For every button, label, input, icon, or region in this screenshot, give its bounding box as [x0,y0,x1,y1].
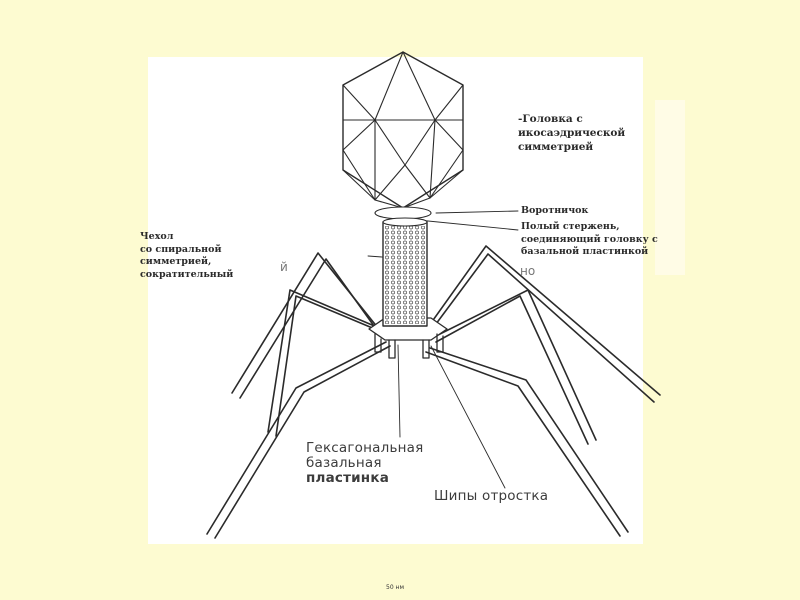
label-spikes: Шипы отростка [434,488,549,504]
label-fragment-right: но [520,264,536,278]
scale-caption: 50 нм [386,584,404,591]
label-core: Полый стержень, соединяющий головку с базальной пластинкой [521,221,658,257]
phage-head [343,52,463,208]
label-collar: Воротничок [521,205,589,216]
label-baseplate: Гексагональная базальная пластинка [306,440,424,486]
label-head: -Головка с икосаэдрической симметрией [518,113,626,153]
phage-collar [375,207,431,219]
label-sheath: Чехол со спиральной симметрией, сократительный [140,231,234,280]
sheath-texture [385,226,425,324]
label-fragment-left: й [280,260,288,274]
